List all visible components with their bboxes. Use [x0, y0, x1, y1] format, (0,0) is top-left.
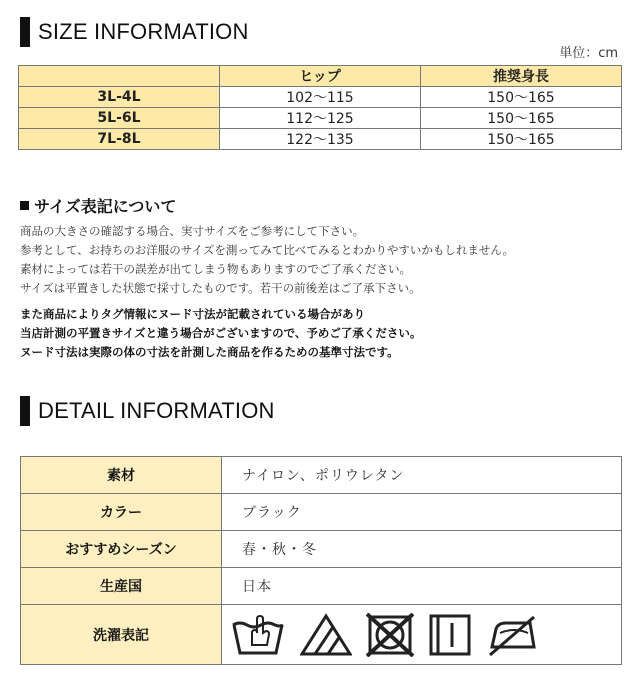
note-bold-line: ヌード寸法は実際の体の寸法を計測した商品を作るための基準寸法です。: [20, 345, 399, 359]
height-value: 150～165: [421, 129, 622, 150]
color-label: カラー: [21, 494, 222, 531]
hip-value: 112～125: [220, 108, 421, 129]
hip-value: 102～115: [220, 87, 421, 108]
table-row: [21, 531, 622, 568]
note-line: 参考として、お持ちのお洋服のサイズを測ってみて比べてみるとわかりやすいかもしれません。: [20, 243, 515, 257]
notes-title: サイズ表記について: [34, 197, 177, 216]
line-dry-icon: [428, 613, 472, 657]
laundry-icons: [230, 613, 621, 657]
size-label: 7L-8L: [19, 129, 220, 150]
size-table: [18, 65, 622, 150]
size-header-height: 推奨身長: [421, 66, 622, 87]
height-value: 150～165: [421, 87, 622, 108]
origin-label: 生産国: [21, 568, 222, 605]
iron-low-icon: [486, 613, 538, 657]
size-label: 3L-4L: [19, 87, 220, 108]
laundry-label: 洗濯表記: [21, 605, 222, 665]
heading-bar: [20, 17, 30, 47]
table-row: [21, 457, 622, 494]
size-table-header: [19, 66, 622, 87]
notes-heading: [20, 194, 176, 217]
note-line: 素材によっては若干の誤差が出てしまう物もありますのでご了承ください。: [20, 262, 411, 276]
square-bullet-icon: [20, 201, 29, 210]
detail-section-heading: [20, 396, 275, 426]
table-row: [21, 568, 622, 605]
size-header-empty: [19, 66, 220, 87]
height-value: 150～165: [421, 108, 622, 129]
laundry-value: [222, 605, 622, 665]
note-line: サイズは平置きした状態で採寸したものです。若干の前後差はご了承下さい。: [20, 281, 421, 295]
wash-tub-30-icon: [230, 613, 286, 657]
heading-bar: [20, 396, 30, 426]
table-row: [19, 108, 622, 129]
bleach-triangle-icon: [300, 613, 352, 657]
size-section-heading: [20, 17, 249, 47]
no-tumble-dry-icon: [366, 613, 414, 657]
table-row: [19, 129, 622, 150]
note-line: 商品の大きさの確認する場合、実寸サイズをご参考にして下さい。: [20, 224, 365, 238]
hip-value: 122～135: [220, 129, 421, 150]
size-section-title: SIZE INFORMATION: [38, 19, 249, 44]
origin-value: 日本: [222, 568, 622, 605]
unit-label: 単位：cm: [559, 46, 618, 61]
notes-bold-body: [20, 305, 421, 362]
size-label: 5L-6L: [19, 108, 220, 129]
table-row: [21, 494, 622, 531]
detail-table: [20, 456, 622, 665]
notes-body: [20, 222, 514, 298]
season-label: おすすめシーズン: [21, 531, 222, 568]
note-bold-line: また商品によりタグ情報にヌード寸法が記載されている場合があり: [20, 307, 365, 321]
detail-section-title: DETAIL INFORMATION: [38, 398, 275, 423]
size-header-hip: ヒップ: [220, 66, 421, 87]
material-label: 素材: [21, 457, 222, 494]
color-value: ブラック: [222, 494, 622, 531]
table-row: [19, 87, 622, 108]
note-bold-line: 当店計測の平置きサイズと違う場合がございますので、予めご了承ください。: [20, 326, 422, 340]
season-value: 春・秋・冬: [222, 531, 622, 568]
table-row: [21, 605, 622, 665]
material-value: ナイロン、ポリウレタン: [222, 457, 622, 494]
